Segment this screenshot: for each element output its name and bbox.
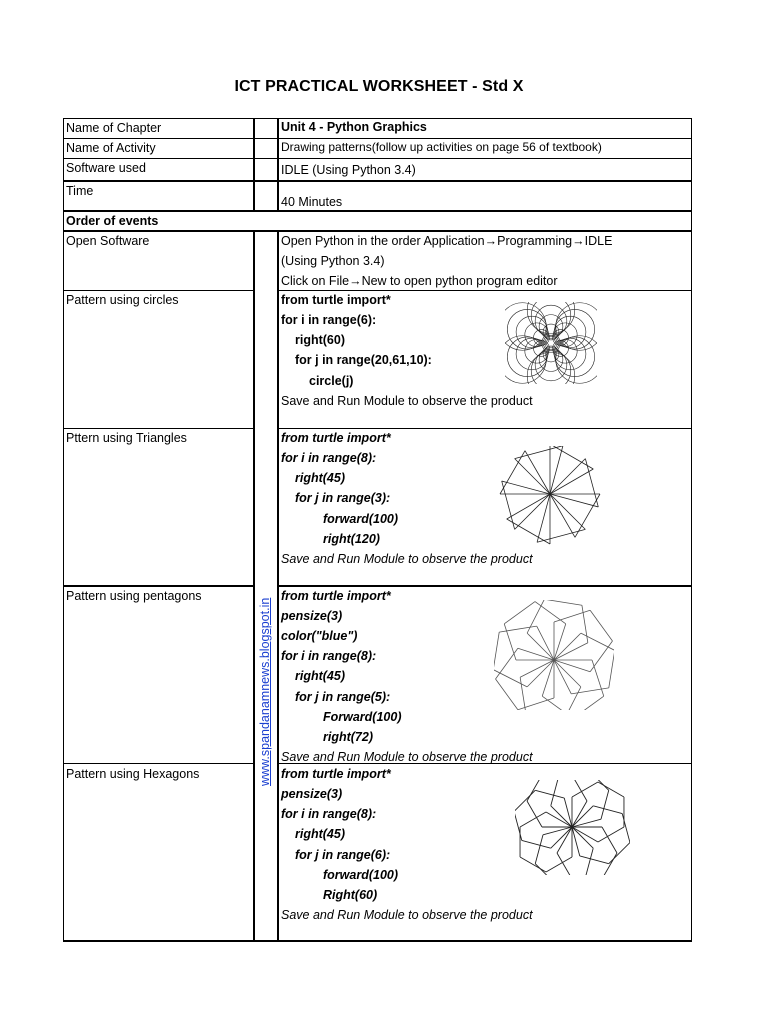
pattern-circle <box>527 352 575 384</box>
code-line: right(45) <box>295 471 345 485</box>
circles-note: Save and Run Module to observe the product <box>281 394 533 408</box>
pentagons-pattern-figure <box>494 600 614 710</box>
pattern-stroke <box>522 840 551 848</box>
open-software-line: Click on File→New to open python program editor <box>281 274 558 288</box>
pattern-stroke <box>499 626 537 632</box>
pentagons-note: Save and Run Module to observe the product <box>281 750 533 764</box>
triangles-pattern-figure <box>494 446 606 546</box>
table-border <box>277 118 279 211</box>
pattern-stroke <box>573 696 604 710</box>
pattern-stroke <box>496 679 518 710</box>
code-line: for i in range(8): <box>281 451 377 465</box>
pattern-stroke <box>564 687 581 710</box>
pattern-stroke <box>546 857 572 872</box>
code-line: Right(60) <box>323 888 378 902</box>
code-line: for j in range(6): <box>295 848 391 862</box>
code-line: from turtle import* <box>281 767 391 781</box>
code-line: right(72) <box>323 730 373 744</box>
open-software-label: Open Software <box>66 234 150 248</box>
pattern-stroke <box>585 848 593 875</box>
pattern-stroke <box>601 790 609 819</box>
code-line: color("blue") <box>281 629 358 643</box>
code-line: from turtle import* <box>281 589 391 603</box>
pattern-circle <box>527 302 575 334</box>
chapter-value: Unit 4 - Python Graphics <box>281 120 427 134</box>
pattern-stroke <box>572 782 598 797</box>
pattern-stroke <box>535 602 566 624</box>
code-line: for i in range(8): <box>281 649 377 663</box>
pattern-stroke <box>551 780 559 806</box>
code-line: pensize(3) <box>281 787 343 801</box>
pattern-stroke <box>535 864 556 875</box>
pattern-circle <box>555 309 595 349</box>
pattern-stroke <box>554 610 590 622</box>
page-title: ICT PRACTICAL WORKSHEET - Std X <box>234 78 524 95</box>
code-line: circle(j) <box>309 374 354 388</box>
pattern-stroke <box>598 782 624 797</box>
pattern-stroke <box>504 624 516 660</box>
pattern-stroke <box>494 632 499 670</box>
circles-label: Pattern using circles <box>66 293 179 307</box>
side-link-text[interactable]: www.spandanamnews.blogspot.in <box>258 597 272 786</box>
pattern-circle <box>507 309 547 349</box>
pattern-stroke <box>609 650 614 688</box>
table-border <box>63 940 692 942</box>
pattern-stroke <box>496 648 518 679</box>
code-line: Forward(100) <box>323 710 402 724</box>
pattern-stroke <box>535 835 543 864</box>
table-border <box>63 158 692 159</box>
pattern-stroke <box>602 827 617 853</box>
pattern-stroke <box>590 610 612 641</box>
pattern-stroke <box>515 790 535 811</box>
time-value: 40 Minutes <box>281 195 343 209</box>
pattern-stroke <box>520 857 546 872</box>
pattern-stroke <box>550 494 598 507</box>
software-value: IDLE (Using Python 3.4) <box>281 163 416 177</box>
code-line: pensize(3) <box>281 609 343 623</box>
pattern-stroke <box>515 811 522 840</box>
pattern-stroke <box>542 696 573 710</box>
pattern-stroke <box>515 446 563 459</box>
pattern-stroke <box>590 641 612 672</box>
table-border <box>63 180 692 182</box>
pattern-stroke <box>582 605 588 643</box>
code-line: forward(100) <box>323 512 399 526</box>
pentagons-label: Pattern using pentagons <box>66 589 202 603</box>
table-border <box>253 118 255 211</box>
pattern-stroke <box>527 801 542 827</box>
code-line: forward(100) <box>323 868 399 882</box>
pattern-stroke <box>572 780 587 801</box>
order-heading: Order of events <box>66 214 159 228</box>
code-line: for i in range(6): <box>281 313 377 327</box>
pattern-stroke <box>598 827 624 842</box>
pattern-stroke <box>502 481 550 494</box>
code-line: right(60) <box>295 333 345 347</box>
pattern-stroke <box>550 446 563 494</box>
hexagons-label: Pattern using Hexagons <box>66 767 200 781</box>
pattern-stroke <box>592 660 604 696</box>
pattern-stroke <box>571 688 609 694</box>
pattern-stroke <box>535 790 564 798</box>
time-label: Time <box>66 184 94 198</box>
code-line: from turtle import* <box>281 293 391 307</box>
triangles-label: Pttern using Triangles <box>66 431 187 445</box>
pattern-stroke <box>544 600 582 605</box>
open-software-line: Open Python in the order Application→Programming→IDLE <box>281 234 613 248</box>
code-line: for j in range(5): <box>295 690 391 704</box>
code-line: right(45) <box>295 827 345 841</box>
chapter-label: Name of Chapter <box>66 121 162 135</box>
pattern-stroke <box>520 677 526 710</box>
pattern-stroke <box>504 602 535 624</box>
hexagons-pattern-figure <box>515 780 630 875</box>
code-line: from turtle import* <box>281 431 391 445</box>
triangles-note: Save and Run Module to observe the product <box>281 552 533 566</box>
pattern-stroke <box>580 856 609 864</box>
circles-pattern-figure <box>505 302 597 384</box>
pattern-stroke <box>622 814 630 843</box>
pattern-circle <box>507 337 547 377</box>
code-line: for i in range(8): <box>281 807 377 821</box>
pattern-stroke <box>602 853 617 875</box>
pattern-circle <box>555 337 595 377</box>
code-line: right(120) <box>323 532 380 546</box>
activity-label: Name of Activity <box>66 141 156 155</box>
code-line: right(45) <box>295 669 345 683</box>
hexagons-note: Save and Run Module to observe the product <box>281 908 533 922</box>
side-link[interactable] <box>258 598 274 798</box>
pattern-circle <box>531 302 571 335</box>
activity-value: Drawing patterns(follow up activities on page 56 of textbook) <box>281 140 602 154</box>
open-software-line: (Using Python 3.4) <box>281 254 385 268</box>
pattern-stroke <box>537 494 550 542</box>
pattern-circle <box>531 351 571 384</box>
pattern-stroke <box>520 812 546 827</box>
code-line: for j in range(20,61,10): <box>295 353 432 367</box>
table-border <box>63 118 64 941</box>
pattern-stroke <box>575 494 600 537</box>
pattern-stroke <box>593 806 622 814</box>
pattern-stroke <box>588 780 609 790</box>
table-border <box>691 118 692 941</box>
software-label: Software used <box>66 161 146 175</box>
pattern-stroke <box>518 698 554 710</box>
code-line: for j in range(3): <box>295 491 391 505</box>
pattern-stroke <box>609 843 630 864</box>
